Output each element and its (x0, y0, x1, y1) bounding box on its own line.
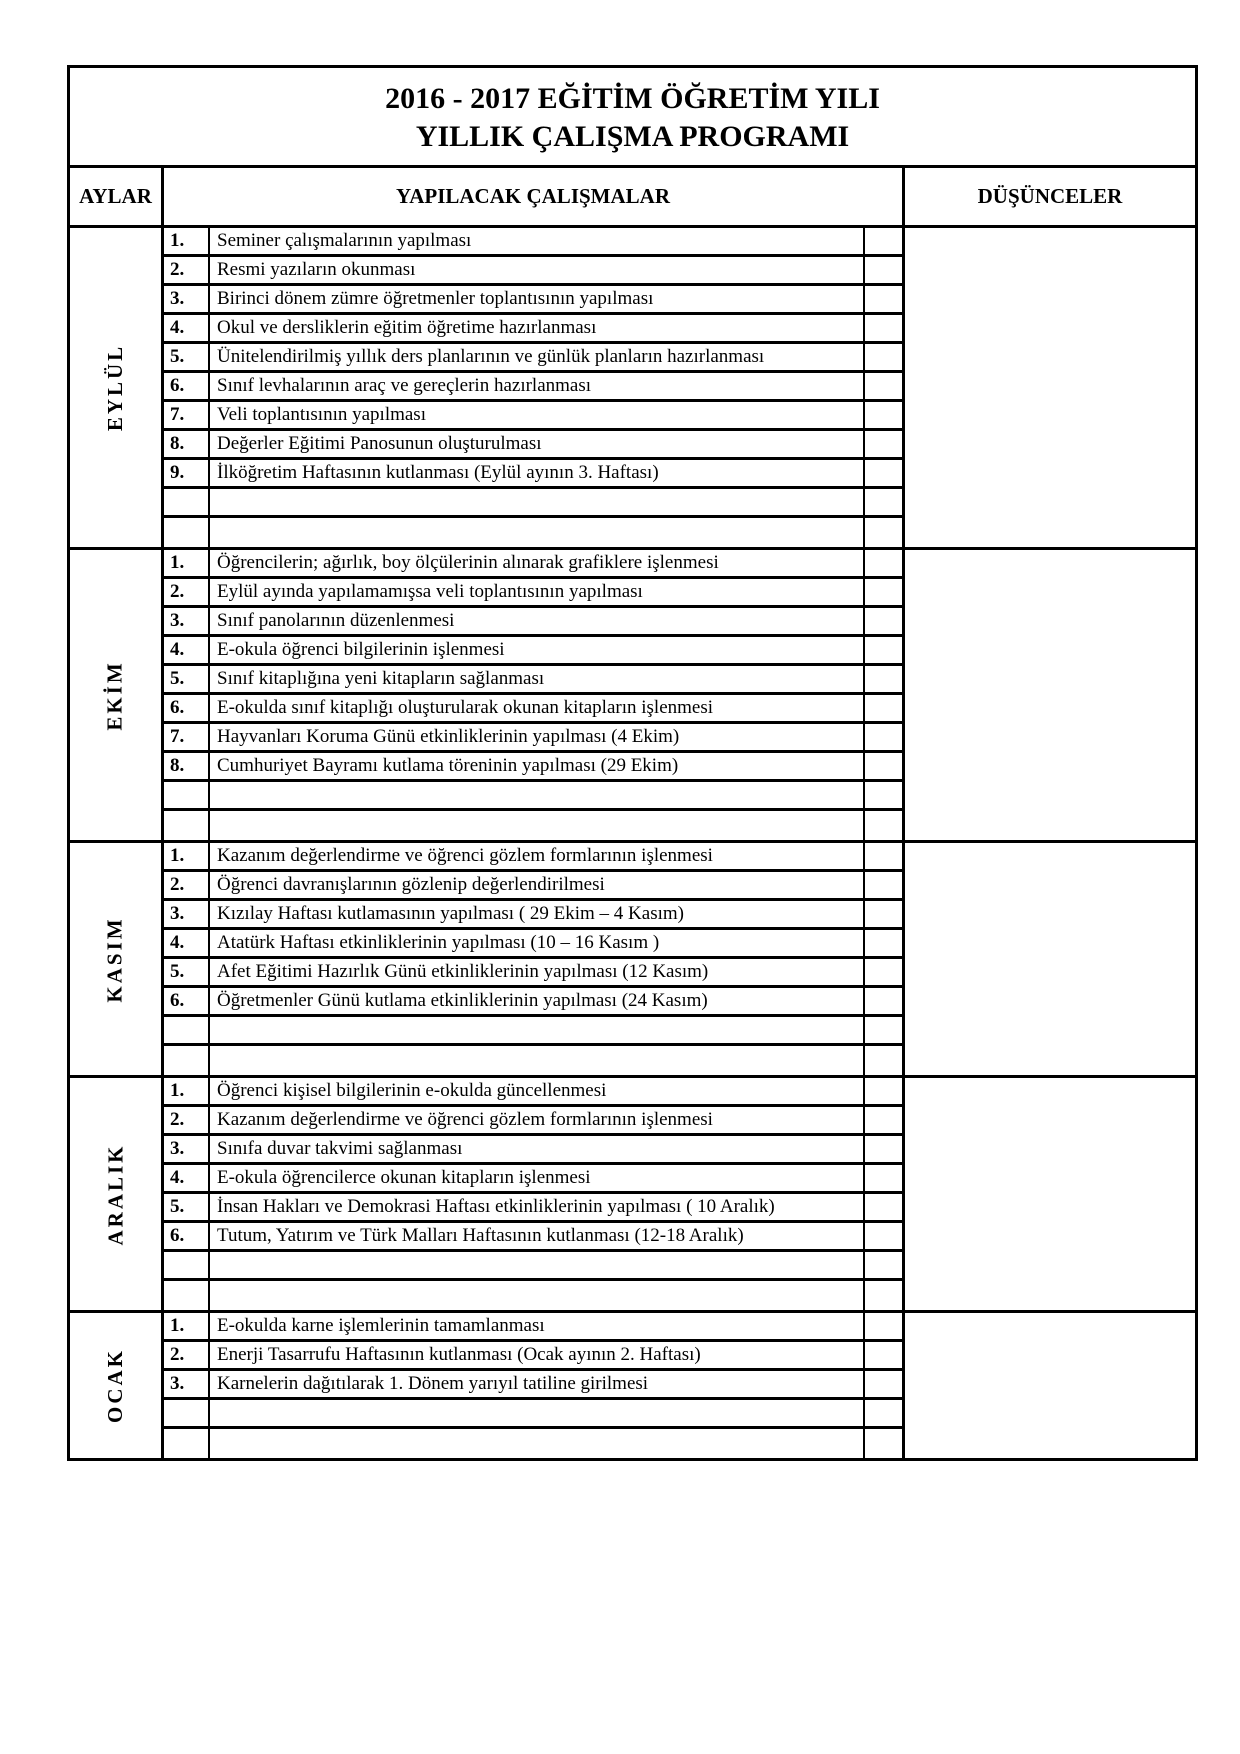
task-text: Sınıf kitaplığına yeni kitapların sağlanması (210, 666, 865, 692)
task-text: Atatürk Haftası etkinliklerinin yapılması (10 – 16 Kasım ) (210, 930, 865, 956)
task-text (210, 1400, 865, 1426)
item-number: 2. (164, 1342, 210, 1368)
check-cell (865, 811, 902, 840)
task-text: Öğrencilerin; ağırlık, boy ölçülerinin alınarak grafiklere işlenmesi (210, 550, 865, 576)
item-number: 7. (164, 402, 210, 428)
table-row (164, 579, 902, 608)
task-text: Enerji Tasarrufu Haftasının kutlanması (Ocak ayının 2. Haftası) (210, 1342, 865, 1368)
check-cell (865, 1429, 902, 1458)
item-number: 3. (164, 608, 210, 634)
item-number (164, 489, 210, 515)
header-tasks: YAPILACAK ÇALIŞMALAR (164, 168, 905, 225)
check-cell (865, 959, 902, 985)
task-text: Sınıfa duvar takvimi sağlanması (210, 1136, 865, 1162)
title-line-1: 2016 - 2017 EĞİTİM ÖĞRETİM YILI (385, 82, 880, 115)
item-number: 2. (164, 1107, 210, 1133)
item-number: 2. (164, 579, 210, 605)
check-cell (865, 637, 902, 663)
table-row (164, 843, 902, 872)
notes-cell (905, 1078, 1195, 1310)
item-number: 4. (164, 637, 210, 663)
check-cell (865, 344, 902, 370)
table-row (164, 257, 902, 286)
month-section (70, 1078, 1195, 1313)
task-text: Öğrenci davranışlarının gözlenip değerlendirilmesi (210, 872, 865, 898)
task-text: Değerler Eğitimi Panosunun oluşturulması (210, 431, 865, 457)
table-header (70, 168, 1195, 228)
item-number (164, 1046, 210, 1075)
check-cell (865, 1342, 902, 1368)
item-number (164, 518, 210, 547)
table-row (164, 489, 902, 518)
check-cell (865, 753, 902, 779)
table-row (164, 518, 902, 547)
table-row (164, 460, 902, 489)
task-text: İlköğretim Haftasının kutlanması (Eylül ayının 3. Haftası) (210, 460, 865, 486)
table-row (164, 315, 902, 344)
check-cell (865, 843, 902, 869)
title-line-2: YILLIK ÇALIŞMA PROGRAMI (415, 120, 850, 153)
item-number: 6. (164, 1223, 210, 1249)
item-number: 1. (164, 1313, 210, 1339)
month-label-cell (70, 843, 164, 1075)
table-row (164, 901, 902, 930)
task-text: Cumhuriyet Bayramı kutlama töreninin yapılması (29 Ekim) (210, 753, 865, 779)
item-number (164, 811, 210, 840)
month-label-cell (70, 1313, 164, 1458)
item-number: 2. (164, 872, 210, 898)
task-text: Sınıf panolarının düzenlenmesi (210, 608, 865, 634)
table-row (164, 1223, 902, 1252)
task-text: Birinci dönem zümre öğretmenler toplantısının yapılması (210, 286, 865, 312)
item-number: 1. (164, 1078, 210, 1104)
table-row (164, 1342, 902, 1371)
check-cell (865, 782, 902, 808)
month-section (70, 843, 1195, 1078)
notes-cell (905, 228, 1195, 547)
task-text: Sınıf levhalarının araç ve gereçlerin hazırlanması (210, 373, 865, 399)
check-cell (865, 315, 902, 341)
check-cell (865, 1223, 902, 1249)
check-cell (865, 579, 902, 605)
check-cell (865, 373, 902, 399)
check-cell (865, 695, 902, 721)
item-number: 6. (164, 373, 210, 399)
check-cell (865, 724, 902, 750)
item-number: 6. (164, 988, 210, 1014)
month-section (70, 228, 1195, 550)
table-row (164, 930, 902, 959)
item-number (164, 1281, 210, 1310)
item-number: 5. (164, 959, 210, 985)
notes-cell (905, 843, 1195, 1075)
task-text: Afet Eğitimi Hazırlık Günü etkinliklerinin yapılması (12 Kasım) (210, 959, 865, 985)
table-row (164, 1429, 902, 1458)
check-cell (865, 666, 902, 692)
item-number (164, 1400, 210, 1426)
month-label-cell (70, 550, 164, 840)
table-row (164, 1252, 902, 1281)
table-row (164, 344, 902, 373)
item-number (164, 1252, 210, 1278)
table-row (164, 228, 902, 257)
month-name: EKİM (103, 659, 127, 731)
month-section (70, 550, 1195, 843)
item-number: 1. (164, 228, 210, 254)
item-number: 6. (164, 695, 210, 721)
task-text: Kazanım değerlendirme ve öğrenci gözlem formlarının işlenmesi (210, 843, 865, 869)
item-number: 4. (164, 315, 210, 341)
check-cell (865, 489, 902, 515)
task-text: Öğretmenler Günü kutlama etkinliklerinin yapılması (24 Kasım) (210, 988, 865, 1014)
table-row (164, 872, 902, 901)
item-number (164, 782, 210, 808)
task-text (210, 1281, 865, 1310)
table-row (164, 1194, 902, 1223)
check-cell (865, 988, 902, 1014)
task-text: Karnelerin dağıtılarak 1. Dönem yarıyıl tatiline girilmesi (210, 1371, 865, 1397)
table-row (164, 959, 902, 988)
task-text: Veli toplantısının yapılması (210, 402, 865, 428)
task-rows (164, 843, 905, 1075)
table-row (164, 753, 902, 782)
task-text: E-okulda karne işlemlerinin tamamlanması (210, 1313, 865, 1339)
item-number: 5. (164, 666, 210, 692)
task-rows (164, 228, 905, 547)
item-number (164, 1017, 210, 1043)
item-number: 1. (164, 550, 210, 576)
notes-cell (905, 550, 1195, 840)
task-text (210, 782, 865, 808)
table-row (164, 1136, 902, 1165)
item-number: 1. (164, 843, 210, 869)
task-text (210, 1252, 865, 1278)
table-row (164, 550, 902, 579)
table-row (164, 1281, 902, 1310)
check-cell (865, 608, 902, 634)
table-row (164, 988, 902, 1017)
task-text (210, 489, 865, 515)
check-cell (865, 1017, 902, 1043)
item-number: 5. (164, 344, 210, 370)
month-name: OCAK (103, 1348, 127, 1423)
month-section (70, 1313, 1195, 1458)
task-text: Seminer çalışmalarının yapılması (210, 228, 865, 254)
item-number: 3. (164, 286, 210, 312)
notes-cell (905, 1313, 1195, 1458)
table-body (70, 228, 1195, 1458)
task-text: Ünitelendirilmiş yıllık ders planlarının ve günlük planların hazırlanması (210, 344, 865, 370)
check-cell (865, 460, 902, 486)
table-row (164, 1165, 902, 1194)
table-row (164, 1371, 902, 1400)
check-cell (865, 1107, 902, 1133)
task-text: Okul ve dersliklerin eğitim öğretime hazırlanması (210, 315, 865, 341)
item-number: 4. (164, 930, 210, 956)
task-text: Eylül ayında yapılamamışsa veli toplantısının yapılması (210, 579, 865, 605)
item-number: 3. (164, 901, 210, 927)
task-text: Tutum, Yatırım ve Türk Malları Haftasının kutlanması (12-18 Aralık) (210, 1223, 865, 1249)
table-row (164, 286, 902, 315)
check-cell (865, 1281, 902, 1310)
check-cell (865, 1371, 902, 1397)
table-row (164, 695, 902, 724)
task-text: Öğrenci kişisel bilgilerinin e-okulda güncellenmesi (210, 1078, 865, 1104)
task-text: Kazanım değerlendirme ve öğrenci gözlem formlarının işlenmesi (210, 1107, 865, 1133)
task-text (210, 1429, 865, 1458)
check-cell (865, 518, 902, 547)
item-number: 3. (164, 1371, 210, 1397)
table-row (164, 724, 902, 753)
month-name: ARALIK (103, 1142, 128, 1246)
table-row (164, 666, 902, 695)
task-text: E-okulda sınıf kitaplığı oluşturularak okunan kitapların işlenmesi (210, 695, 865, 721)
item-number: 5. (164, 1194, 210, 1220)
table-row (164, 1078, 902, 1107)
check-cell (865, 1252, 902, 1278)
item-number: 4. (164, 1165, 210, 1191)
task-rows (164, 1078, 905, 1310)
check-cell (865, 402, 902, 428)
task-rows (164, 1313, 905, 1458)
table-row (164, 782, 902, 811)
check-cell (865, 1078, 902, 1104)
table-row (164, 1017, 902, 1046)
item-number: 8. (164, 431, 210, 457)
document-title (70, 68, 1195, 168)
task-text (210, 518, 865, 547)
item-number (164, 1429, 210, 1458)
check-cell (865, 1165, 902, 1191)
table-row (164, 402, 902, 431)
table-row (164, 1313, 902, 1342)
check-cell (865, 228, 902, 254)
table-row (164, 608, 902, 637)
check-cell (865, 286, 902, 312)
month-label-cell (70, 1078, 164, 1310)
check-cell (865, 1313, 902, 1339)
task-text: Resmi yazıların okunması (210, 257, 865, 283)
table-row (164, 431, 902, 460)
task-rows (164, 550, 905, 840)
month-name: EYLÜL (102, 343, 127, 432)
item-number: 8. (164, 753, 210, 779)
check-cell (865, 1194, 902, 1220)
task-text: Kızılay Haftası kutlamasının yapılması ( 29 Ekim – 4 Kasım) (210, 901, 865, 927)
header-months: AYLAR (70, 168, 164, 225)
check-cell (865, 930, 902, 956)
check-cell (865, 1136, 902, 1162)
table-row (164, 373, 902, 402)
task-text: Hayvanları Koruma Günü etkinliklerinin yapılması (4 Ekim) (210, 724, 865, 750)
task-text (210, 1017, 865, 1043)
check-cell (865, 257, 902, 283)
item-number: 2. (164, 257, 210, 283)
check-cell (865, 550, 902, 576)
table-row (164, 1400, 902, 1429)
task-text (210, 811, 865, 840)
month-label-cell (70, 228, 164, 547)
table-row (164, 637, 902, 666)
table-row (164, 1046, 902, 1075)
check-cell (865, 431, 902, 457)
item-number: 7. (164, 724, 210, 750)
task-text: E-okula öğrencilerce okunan kitapların işlenmesi (210, 1165, 865, 1191)
table-row (164, 1107, 902, 1136)
check-cell (865, 872, 902, 898)
table-row (164, 811, 902, 840)
header-notes: DÜŞÜNCELER (977, 184, 1123, 208)
task-text (210, 1046, 865, 1075)
check-cell (865, 1400, 902, 1426)
check-cell (865, 901, 902, 927)
month-name: KASIM (103, 915, 127, 1003)
task-text: İnsan Hakları ve Demokrasi Haftası etkinliklerinin yapılması ( 10 Aralık) (210, 1194, 865, 1220)
item-number: 3. (164, 1136, 210, 1162)
check-cell (865, 1046, 902, 1075)
annual-program-table (67, 65, 1198, 1461)
item-number: 9. (164, 460, 210, 486)
task-text: E-okula öğrenci bilgilerinin işlenmesi (210, 637, 865, 663)
